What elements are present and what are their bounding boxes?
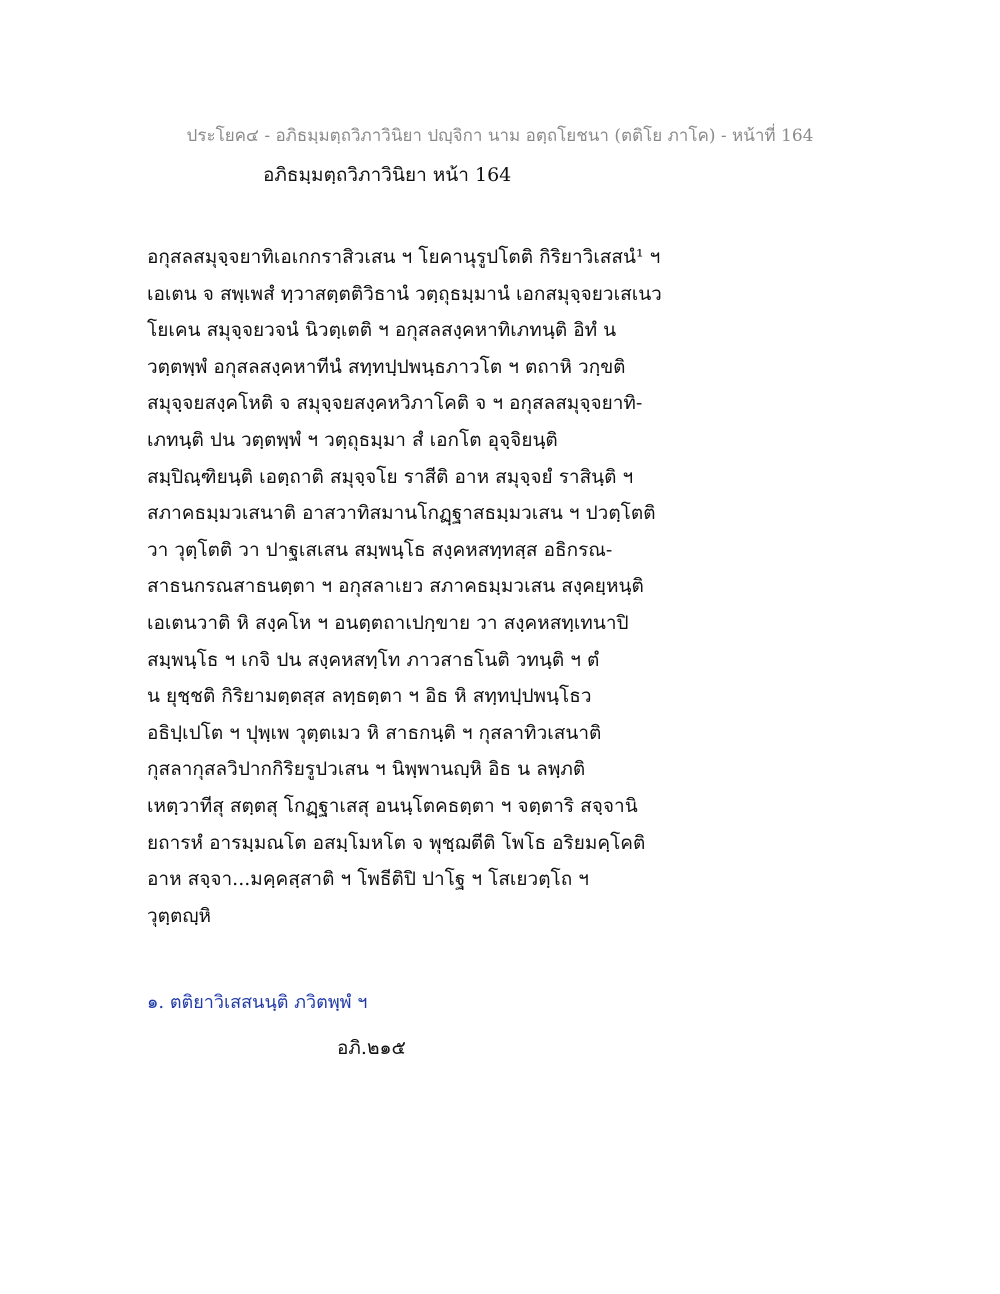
page-heading: อภิธมฺมตฺถวิภาวินิยา หน้า 164 [263, 164, 512, 186]
page-reference: อภิ.๒๑๕ [337, 1037, 406, 1059]
text-line: สภาคธมฺมวเสนาติ อาสวาทิสมานโกฏฺฐาสธมฺมวเสน ฯ ปวตฺโตติ [147, 502, 656, 525]
text-line: อธิปฺเปโต ฯ ปุพฺเพ วุตฺตเมว หิ สาธกนฺติ ฯ กุสลาทิวเสนาติ [147, 721, 602, 744]
text-line: ยถารหํ อารมฺมณโต อสมฺโมหโต จ พุชฺฌตีติ โพโธ อริยมคฺโคติ [147, 831, 646, 854]
text-line: เอเตนวาติ หิ สงฺคโห ฯ อนตฺตถาเปกฺขาย วา สงฺคหสทฺเทนาปิ [147, 611, 629, 634]
text-line: วา วุตฺโตติ วา ปาฐเสเสน สมฺพนฺโธ สงฺคหสทฺทสฺส อธิกรณ- [147, 538, 613, 561]
footnote: ๑. ตติยาวิเสสนนฺติ ภวิตพฺพํ ฯ [147, 992, 368, 1013]
text-line: เหตฺวาทีสุ สตฺตสุ โกฏฺฐาเสสุ อนนฺโตคธตฺตา ฯ จตฺตาริ สจฺจานิ [147, 794, 638, 817]
text-line: สาธนกรณสาธนตฺตา ฯ อกุสลาเยว สภาคธมฺมวเสน สงฺคยฺหนฺติ [147, 575, 644, 598]
text-line: อาห สจฺจา...มคฺคสฺสาติ ฯ โพธีติปิ ปาโฐ ฯ โสเยวตฺโถ ฯ [147, 868, 589, 891]
text-line: สมฺพนฺโธ ฯ เกจิ ปน สงฺคหสทฺโท ภาวสาธโนติ วทนฺติ ฯ ตํ [147, 648, 600, 671]
body-text [147, 239, 687, 934]
running-header: ประโยค๔ - อภิธมฺมตฺถวิภาวินิยา ปญฺจิกา นาม อตฺถโยชนา (ตติโย ภาโค) - หน้าที่ 164 [186, 126, 814, 146]
text-line: เภทนฺติ ปน วตฺตพฺพํ ฯ วตฺถุธมฺมา สํ เอกโต อุจฺจิยนฺติ [147, 428, 558, 451]
text-line: วุตฺตญฺหิ [147, 904, 212, 927]
text-line: สมฺปิณฺฑิยนฺติ เอตฺถาติ สมุจฺจโย ราสีติ อาห สมุจฺจยํ ราสินฺติ ฯ [147, 465, 634, 488]
text-line: น ยุชฺชติ กิริยามตฺตสฺส ลทฺธตฺตา ฯ อิธ หิ สทฺทปฺปพนฺโธว [147, 685, 592, 708]
text-line: เอเตน จ สพฺเพสํ ทฺวาสตฺตติวิธานํ วตฺถุธมฺมานํ เอกสมุจฺจยวเสเนว [147, 282, 662, 305]
text-line: อกุสลสมุจฺจยาทิเอเกกราสิวเสน ฯ โยคานุรูปโตติ กิริยาวิเสสนํ¹ ฯ [147, 246, 661, 268]
text-line: วตฺตพฺพํ อกุสลสงฺคหาทีนํ สทฺทปฺปพนฺธภาวโต ฯ ตถาหิ วกฺขติ [147, 355, 626, 378]
text-line: สมุจฺจยสงฺคโหติ จ สมุจฺจยสงฺคหวิภาโคติ จ ฯ อกุสลสมุจฺจยาทิ- [147, 392, 643, 415]
text-line: กุสลากุสลวิปากกิริยรูปวเสน ฯ นิพฺพานญฺหิ อิธ น ลพฺภติ [147, 758, 586, 781]
text-line: โยเคน สมุจฺจยวจนํ นิวตฺเตติ ฯ อกุสลสงฺคหาทิเภทนฺติ อิทํ น [147, 319, 617, 342]
